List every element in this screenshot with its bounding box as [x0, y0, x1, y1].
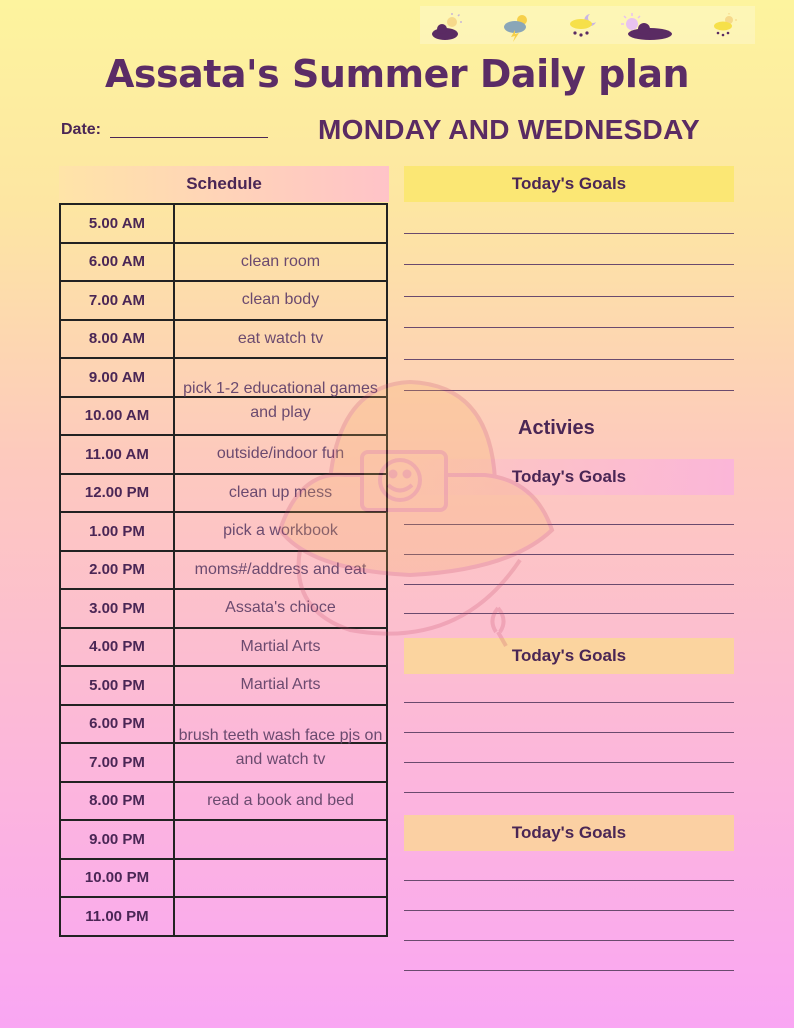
time-cell: 7.00 AM	[60, 281, 174, 320]
time-cell: 8.00 PM	[60, 782, 174, 821]
date-label: Date:	[61, 121, 102, 138]
goals-header-1: Today's Goals	[404, 166, 734, 202]
goals-header-2: Today's Goals	[404, 459, 734, 495]
goals-header-3: Today's Goals	[404, 638, 734, 674]
activies-heading: Activies	[518, 417, 595, 439]
goal-line[interactable]	[404, 327, 734, 328]
weather-icon-strip	[420, 6, 755, 44]
activity-cell[interactable]	[174, 358, 387, 422]
activity-cell[interactable]: Martial Arts	[174, 666, 387, 705]
activity-cell[interactable]	[174, 743, 387, 782]
goal-line[interactable]	[404, 264, 734, 265]
table-row	[60, 666, 387, 705]
activity-cell[interactable]	[174, 820, 387, 859]
time-cell: 2.00 PM	[60, 551, 174, 590]
activity-cell[interactable]	[174, 897, 387, 936]
time-cell: 6.00 AM	[60, 243, 174, 282]
time-cell: 3.00 PM	[60, 589, 174, 628]
time-cell: 9.00 AM	[60, 358, 174, 397]
goal-line[interactable]	[404, 233, 734, 234]
goal-line[interactable]	[404, 762, 734, 763]
time-cell: 8.00 AM	[60, 320, 174, 359]
table-row	[60, 897, 387, 936]
time-cell: 4.00 PM	[60, 628, 174, 667]
goal-line[interactable]	[404, 296, 734, 297]
goal-line[interactable]	[404, 940, 734, 941]
activity-cell[interactable]	[174, 859, 387, 898]
activity-cell[interactable]: outside/indoor fun	[174, 435, 387, 474]
time-cell: 10.00 PM	[60, 859, 174, 898]
time-cell: 5.00 PM	[60, 666, 174, 705]
activity-text: pick 1-2 educational games and play	[183, 380, 378, 422]
activity-cell[interactable]: clean up mess	[174, 474, 387, 513]
goal-line[interactable]	[404, 970, 734, 971]
table-row	[60, 820, 387, 859]
page-title: Assata's Summer Daily plan	[104, 52, 690, 96]
time-cell: 12.00 PM	[60, 474, 174, 513]
sun-rain-icon	[710, 12, 740, 42]
goals-header-4: Today's Goals	[404, 815, 734, 851]
activity-cell[interactable]: clean room	[174, 243, 387, 282]
goal-line[interactable]	[404, 910, 734, 911]
activity-cell[interactable]: Martial Arts	[174, 628, 387, 667]
date-field[interactable]	[110, 137, 268, 138]
table-row	[60, 589, 387, 628]
cloud-sun-icon	[430, 12, 466, 42]
table-row	[60, 859, 387, 898]
activity-cell[interactable]: read a book and bed	[174, 782, 387, 821]
activity-cell[interactable]: pick a workbook	[174, 512, 387, 551]
storm-cloud-icon	[502, 12, 532, 42]
activity-cell[interactable]: Assata's chioce	[174, 589, 387, 628]
table-row	[60, 243, 387, 282]
goal-line[interactable]	[404, 613, 734, 614]
table-row	[60, 320, 387, 359]
cloud-moon-rain-icon	[568, 12, 598, 42]
goal-line[interactable]	[404, 702, 734, 703]
table-row	[60, 743, 387, 782]
time-cell: 10.00 AM	[60, 397, 174, 436]
goal-line[interactable]	[404, 359, 734, 360]
goal-line[interactable]	[404, 524, 734, 525]
time-cell: 7.00 PM	[60, 743, 174, 782]
table-row	[60, 512, 387, 551]
table-row	[60, 705, 387, 744]
goal-line[interactable]	[404, 584, 734, 585]
time-cell: 1.00 PM	[60, 512, 174, 551]
activity-cell[interactable]: clean body	[174, 281, 387, 320]
time-cell: 6.00 PM	[60, 705, 174, 744]
activity-cell[interactable]: eat watch tv	[174, 320, 387, 359]
time-cell: 11.00 PM	[60, 897, 174, 936]
goal-line[interactable]	[404, 880, 734, 881]
table-row	[60, 204, 387, 243]
table-row	[60, 551, 387, 590]
schedule-header: Schedule	[59, 166, 389, 202]
time-cell: 9.00 PM	[60, 820, 174, 859]
goal-line[interactable]	[404, 732, 734, 733]
table-row	[60, 397, 387, 436]
activity-cell[interactable]: moms#/address and eat	[174, 551, 387, 590]
activity-cell[interactable]	[174, 705, 387, 768]
table-row	[60, 628, 387, 667]
goal-line[interactable]	[404, 554, 734, 555]
days-heading: MONDAY AND WEDNESDAY	[318, 114, 700, 145]
activity-text: brush teeth wash face pjs on and watch tv	[178, 726, 383, 768]
time-cell: 11.00 AM	[60, 435, 174, 474]
table-row	[60, 281, 387, 320]
activity-cell[interactable]	[174, 397, 387, 436]
schedule-table	[59, 203, 388, 937]
table-row	[60, 358, 387, 397]
table-row	[60, 782, 387, 821]
goal-line[interactable]	[404, 792, 734, 793]
sun-cloud-icon	[618, 12, 674, 42]
time-cell: 5.00 AM	[60, 204, 174, 243]
activity-cell[interactable]	[174, 204, 387, 243]
table-row	[60, 435, 387, 474]
table-row	[60, 474, 387, 513]
goal-line[interactable]	[404, 390, 734, 391]
